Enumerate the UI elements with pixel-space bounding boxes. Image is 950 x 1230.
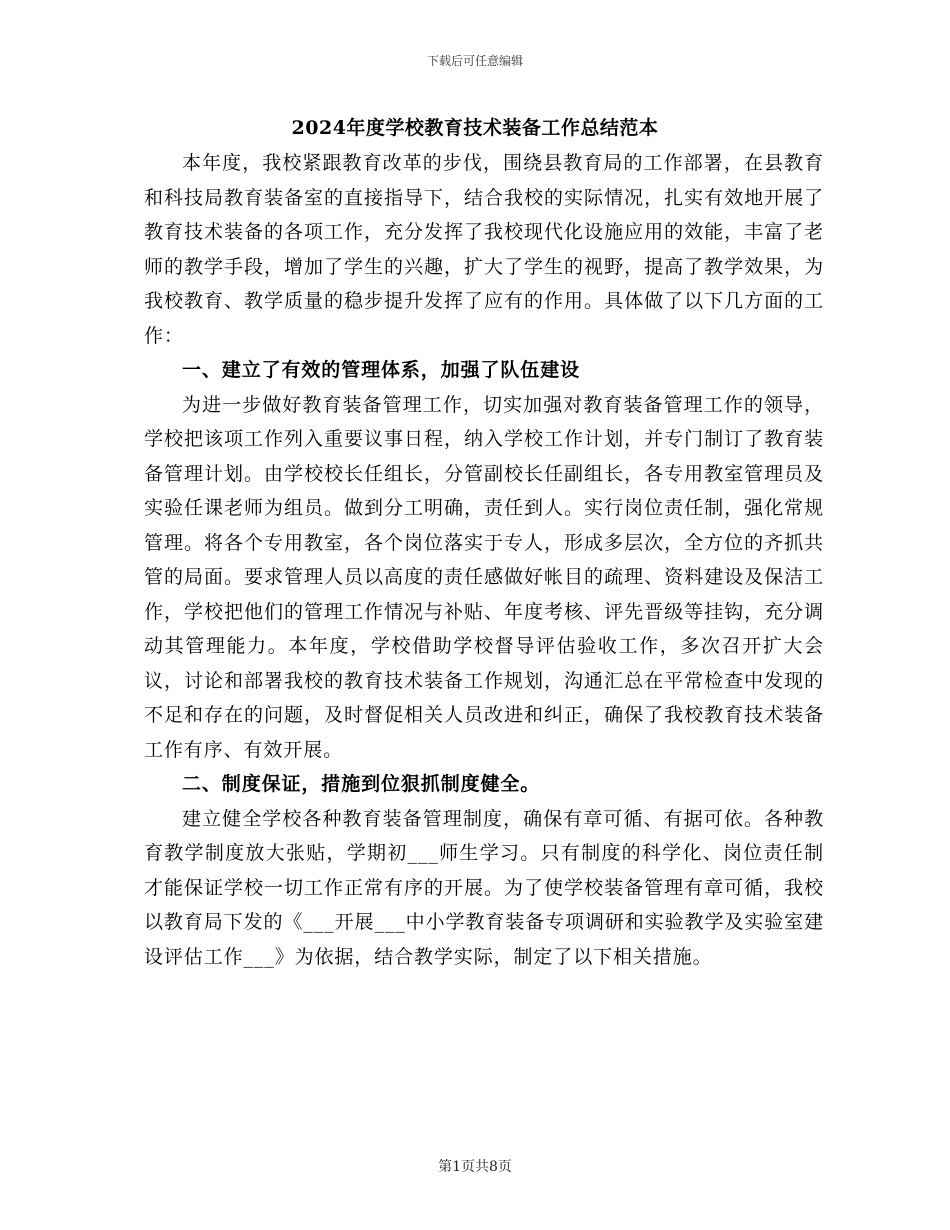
page-header-note: 下载后可任意编辑	[426, 54, 523, 68]
document-title: 2024年度学校教育技术装备工作总结范本	[291, 117, 659, 139]
document-body	[144, 146, 824, 974]
page-number: 第1页共8页	[438, 1159, 512, 1175]
intro-paragraph: 本年度，我校紧跟教育改革的步伐，围绕县教育局的工作部署，在县教育和科技局教育装备室的直接指导下，结合我校的实际情况，扎实有效地开展了教育技术装备的各项工作，充分发挥了我校现代化设施应用的效能，丰富了老师的教学手段，增加了学生的兴趣，扩大了学生的视野，提高了教学效果，为我校教育、教学质量的稳步提升发挥了应有的作用。具体做了以下几方面的工作：	[144, 152, 824, 347]
section-2-paragraph: 建立健全学校各种教育装备管理制度，确保有章可循、有据可依。各种教育教学制度放大张贴，学期初___师生学习。只有制度的科学化、岗位责任制才能保证学校一切工作正常有序的开展。为了使学校装备管理有章可循，我校以教育局下发的《___开展___中小学教育装备专项调研和实验教学及实验室建设评估工作___》为依据，结合教学实际，制定了以下相关措施。	[144, 807, 824, 968]
section-heading-2: 二、制度保证，措施到位狠抓制度健全。	[182, 773, 541, 795]
section-1-paragraph: 为进一步做好教育装备管理工作，切实加强对教育装备管理工作的领导，学校把该项工作列入重要议事日程，纳入学校工作计划，并专门制订了教育装备管理计划。由学校校长任组长，分管副校长任副组长，各专用教室管理员及实验任课老师为组员。做到分工明确，责任到人。实行岗位责任制，强化常规管理。将各个专用教室，各个岗位落实于专人，形成多层次，全方位的齐抓共管的局面。要求管理人员以高度的责任感做好帐目的疏理、资料建设及保洁工作，学校把他们的管理工作情况与补贴、年度考核、评先晋级等挂钩，充分调动其管理能力。本年度，学校借助学校督导评估验收工作，多次召开扩大会议，讨论和部署我校的教育技术装备工作规划，沟通汇总在平常检查中发现的不足和存在的问题，及时督促相关人员改进和纠正，确保了我校教育技术装备工作有序、有效开展。	[144, 393, 824, 761]
section-heading-1: 一、建立了有效的管理体系，加强了队伍建设	[182, 359, 581, 381]
